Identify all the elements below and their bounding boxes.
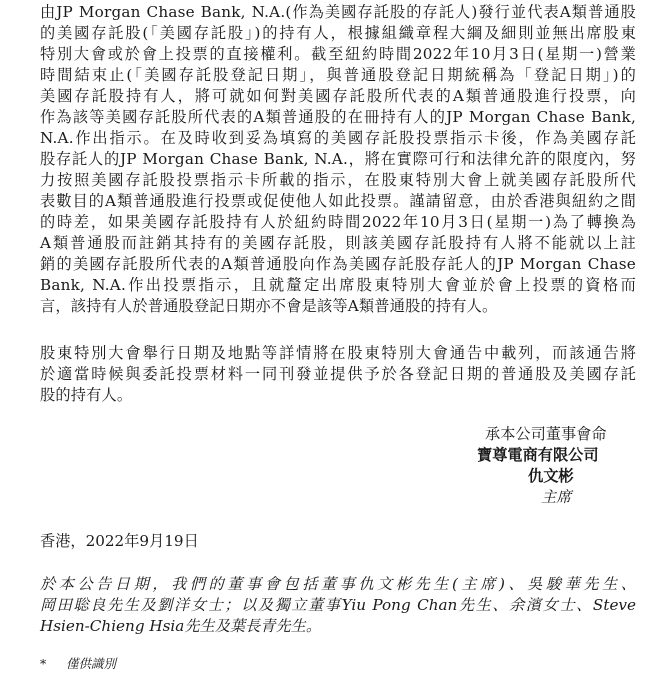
paragraph-line: 美國存託股持有人，將可就如何對美國存託股所代表的A類普通股進行投票，向 xyxy=(40,87,636,105)
by-order-of-board: 承本公司董事會命 xyxy=(485,425,607,443)
paragraph-line: A類普通股而註銷其持有的美國存託股，則該美國存託股持有人將不能就以上註 xyxy=(40,234,636,252)
paragraph-line: 銷的美國存託股所代表的A類普通股向作為美國存託股存託人的JP Morgan Chase xyxy=(40,255,636,273)
paragraph-line: 於本公告日期，我們的董事會包括董事仇文彬先生(主席)、吳駿華先生、 xyxy=(40,575,636,593)
paragraph-line: 力按照美國存託股投票指示卡所載的指示，在股東特別大會上就美國存託股所代 xyxy=(40,171,636,189)
paragraph-line: 股的持有人。 xyxy=(40,386,133,404)
footnote-text: 僅供識別 xyxy=(66,656,117,671)
paragraph-line: 於適當時候與委託投票材料一同刊發並提供予於各登記日期的普通股及美國存託 xyxy=(40,365,636,383)
paragraph-line: 表數目的A類普通股進行投票或促使他人如此投票。謹請留意，由於香港與紐約之間 xyxy=(40,192,636,210)
signatory-title: 主席 xyxy=(541,488,572,506)
ads-voting-paragraph xyxy=(40,2,636,317)
paragraph-line: 岡田聡良先生及劉洋女士；以及獨立董事Yiu Pong Chan先生、余濱女士、Steve xyxy=(40,596,636,614)
paragraph-line: 的時差，如果美國存託股持有人於紐約時間2022年10月3日(星期一)為了轉換為 xyxy=(40,213,636,231)
paragraph-line: N.A.作出指示。在及時收到妥為填寫的美國存託股投票指示卡後，作為美國存託 xyxy=(40,129,636,147)
signature-block xyxy=(470,424,630,508)
paragraph-line: 作為該等美國存託股所代表的A類普通股的在冊持有人的JP Morgan Chase Bank, xyxy=(40,108,636,126)
paragraph-line: 的美國存託股(「美國存託股」)的持有人，根據組織章程大綱及細則並無出席股東 xyxy=(40,24,636,42)
paragraph-line: 言，該持有人於普通股登記日期亦不會是該等A類普通股的持有人。 xyxy=(40,297,498,315)
paragraph-line: 由JP Morgan Chase Bank, N.A.(作為美國存託股的存託人)發行並代表A類普通股 xyxy=(40,3,636,21)
footnote-marker: * xyxy=(40,656,47,671)
paragraph-line: Bank, N.A.作出投票指示，且就釐定出席股東特別大會並於會上投票的資格而 xyxy=(40,276,636,294)
paragraph-line: 股東特別大會舉行日期及地點等詳情將在股東特別大會通告中載列，而該通告將 xyxy=(40,344,636,362)
egm-details-paragraph xyxy=(40,343,636,406)
paragraph-line: Hsien-Chieng Hsia先生及葉長青先生。 xyxy=(40,617,322,635)
paragraph-line: 股存託人的JP Morgan Chase Bank, N.A.，將在實際可行和法律允許的限度內，努 xyxy=(40,150,636,168)
announcement-date: 香港，2022年9月19日 xyxy=(40,532,199,550)
board-composition-paragraph xyxy=(40,574,636,637)
paragraph-line: 時間結束止(「美國存託股登記日期」，與普通股登記日期統稱為「登記日期」)的 xyxy=(40,66,636,84)
signatory-name: 仇文彬 xyxy=(528,467,574,485)
paragraph-line: 特別大會或於會上投票的直接權利。截至紐約時間2022年10月3日(星期一)營業 xyxy=(40,45,636,63)
company-name: 寶尊電商有限公司 xyxy=(477,446,599,464)
footnote xyxy=(40,655,116,673)
